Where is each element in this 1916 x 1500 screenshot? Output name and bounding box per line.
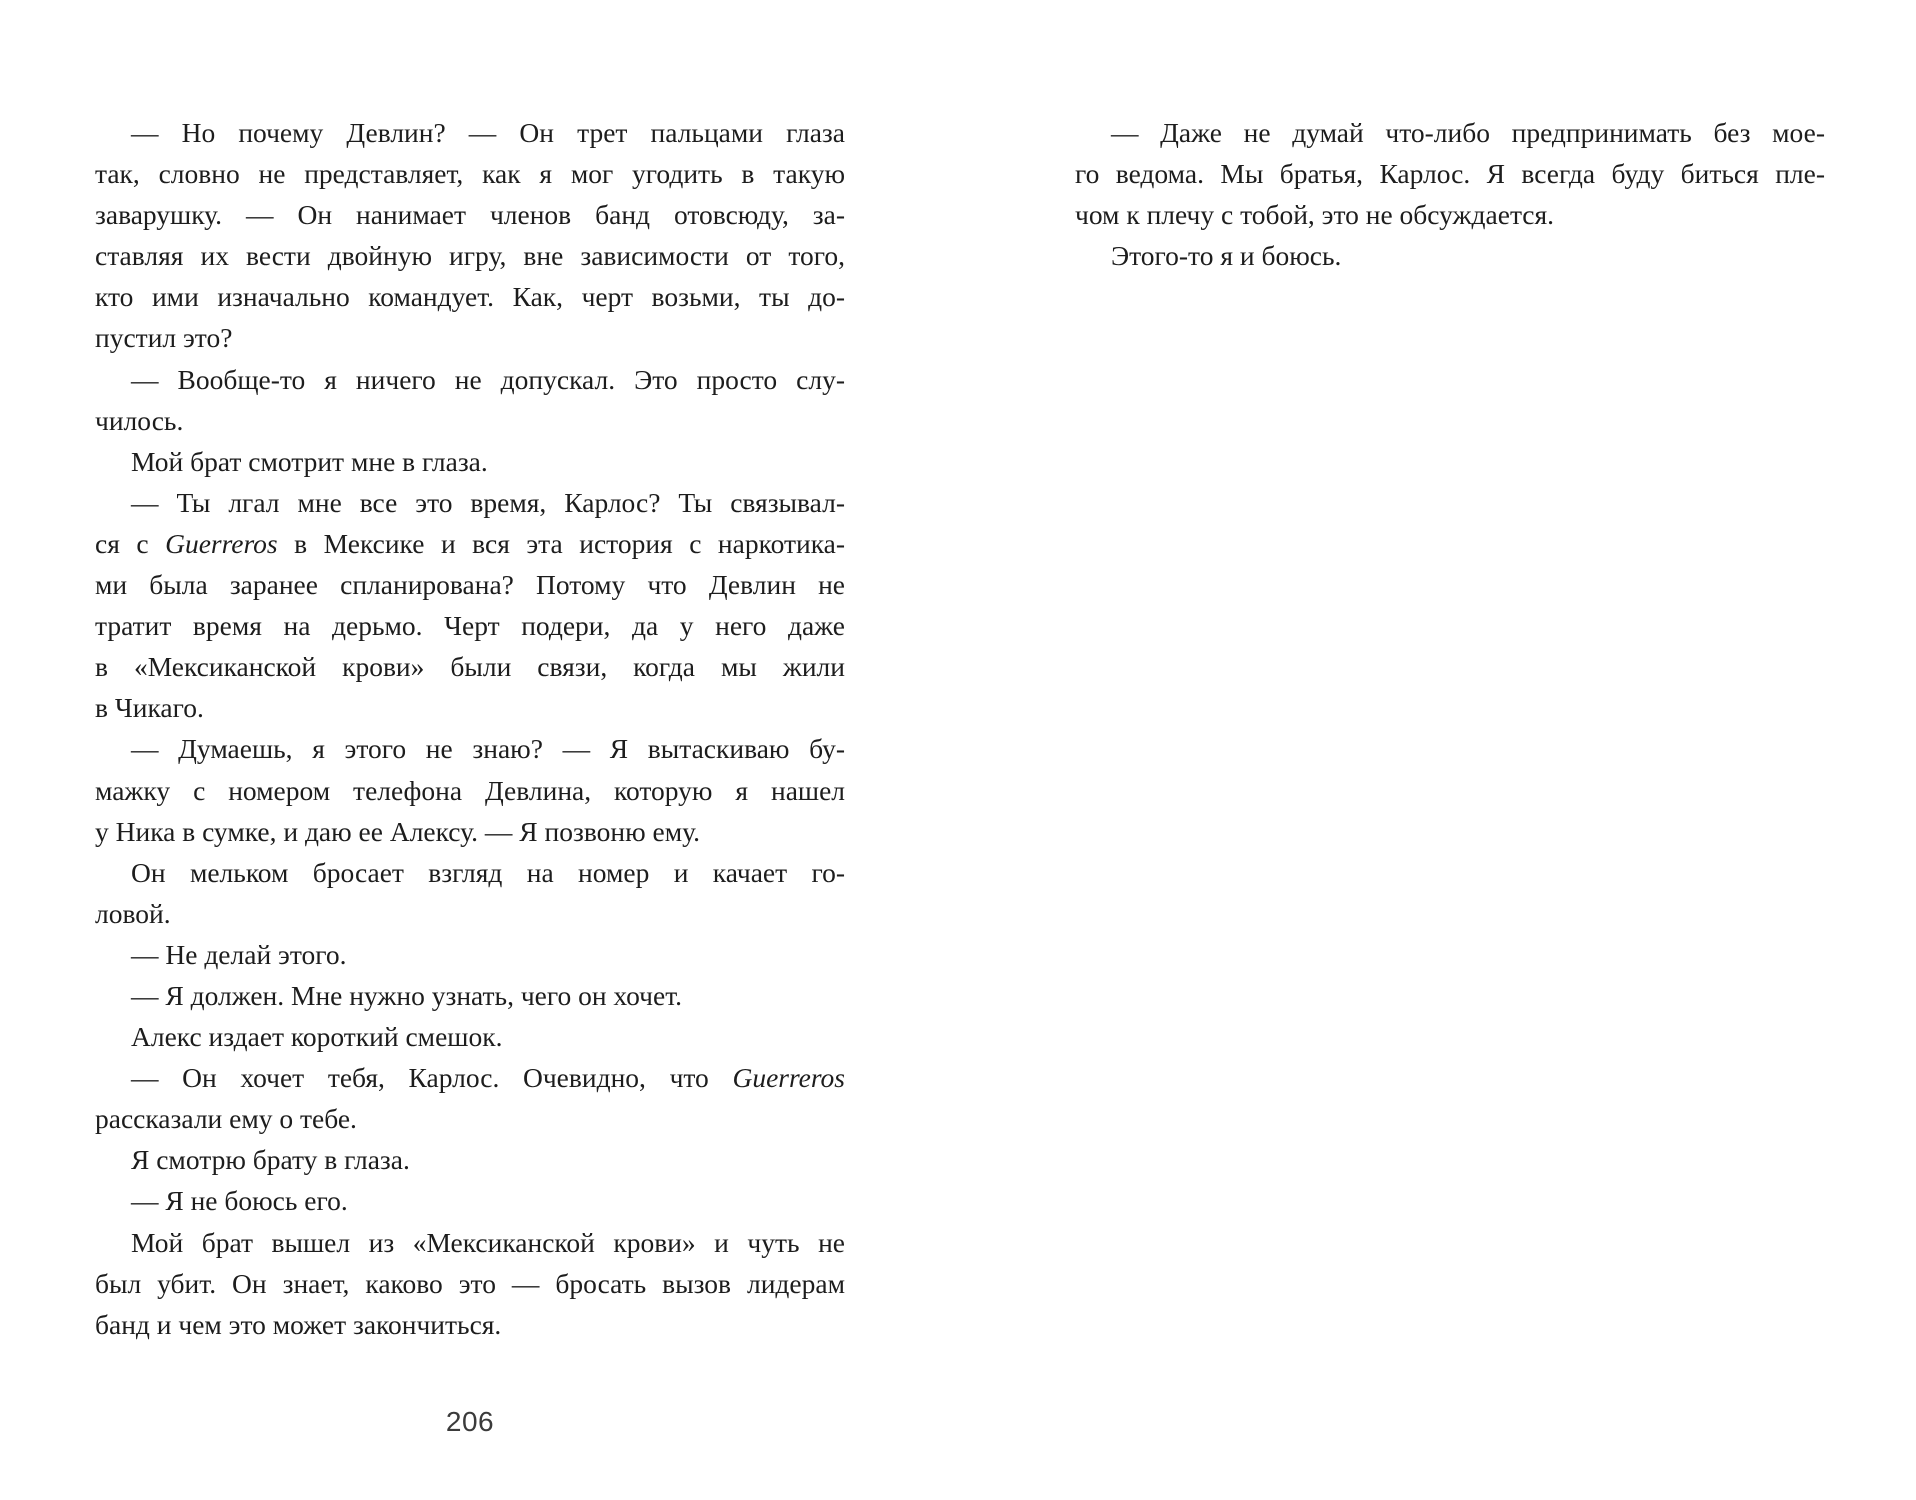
text-line: был убит. Он знает, каково это — бросать вызов лидерам: [95, 1267, 845, 1299]
text-line: пустил это?: [95, 322, 233, 354]
text-line: Я смотрю брату в глаза.: [131, 1144, 410, 1176]
text-line: ловой.: [95, 897, 171, 929]
text-line: — Даже не думай что-либо предпринимать без мое-: [1111, 117, 1825, 148]
text-line: — Думаешь, я этого не знаю? — Я вытаскиваю бу-: [131, 733, 845, 765]
text-line: Этого-то я и боюсь.: [1111, 240, 1342, 272]
text-line: тратит время на дерьмо. Черт подери, да у него даже: [95, 610, 845, 642]
text-line: кто ими изначально командует. Как, черт возьми, ты до-: [95, 281, 845, 313]
text-line: Мой брат вышел из «Мексиканской крови» и чуть не: [131, 1226, 845, 1258]
text-line: — Я должен. Мне нужно узнать, чего он хочет.: [131, 979, 683, 1011]
text-line: ми была заранее спланирована? Потому что Девлин не: [95, 569, 845, 601]
text-line: — Вообще-то я ничего не допускал. Это просто слу-: [131, 363, 845, 395]
text-line: ся с Guerreros в Мексике и вся эта история с наркотика-: [95, 527, 845, 559]
text-line: у Ника в сумке, и даю ее Алексу. — Я позвоню ему.: [95, 815, 700, 847]
text-line: Мой брат смотрит мне в глаза.: [131, 445, 488, 477]
text-line: — Он хочет тебя, Карлос. Очевидно, что Guerreros: [131, 1062, 845, 1094]
text-line: — Но почему Девлин? — Он трет пальцами глаза: [131, 117, 845, 148]
text-line: чом к плечу с тобой, это не обсуждается.: [1075, 199, 1555, 231]
text-line: го ведома. Мы братья, Карлос. Я всегда буду биться пле-: [1075, 158, 1825, 190]
text-line: чилось.: [95, 404, 184, 436]
text-line: так, словно не представляет, как я мог угодить в такую: [95, 158, 845, 190]
text-line: заварушку. — Он нанимает членов банд отовсюду, за-: [95, 199, 845, 231]
text-line: в «Мексиканской крови» были связи, когда мы жили: [95, 651, 845, 683]
text-line: мажку с номером телефона Девлина, которую я нашел: [95, 774, 845, 806]
text-line: в Чикаго.: [95, 692, 204, 724]
text-line: — Не делай этого.: [131, 938, 347, 970]
right-page-text: [1075, 112, 1825, 276]
text-line: — Ты лгал мне все это время, Карлос? Ты связывал-: [131, 486, 845, 518]
text-line: — Я не боюсь его.: [131, 1185, 348, 1217]
page-number: 206: [445, 1406, 495, 1437]
text-line: Он мельком бросает взгляд на номер и качает го-: [131, 856, 845, 888]
left-page-text: [95, 112, 845, 1345]
text-line: банд и чем это может закончиться.: [95, 1308, 502, 1340]
text-line: Алекс издает короткий смешок.: [131, 1021, 503, 1053]
text-line: рассказали ему о тебе.: [95, 1103, 357, 1135]
text-line: ставляя их вести двойную игру, вне зависимости от того,: [95, 240, 845, 272]
